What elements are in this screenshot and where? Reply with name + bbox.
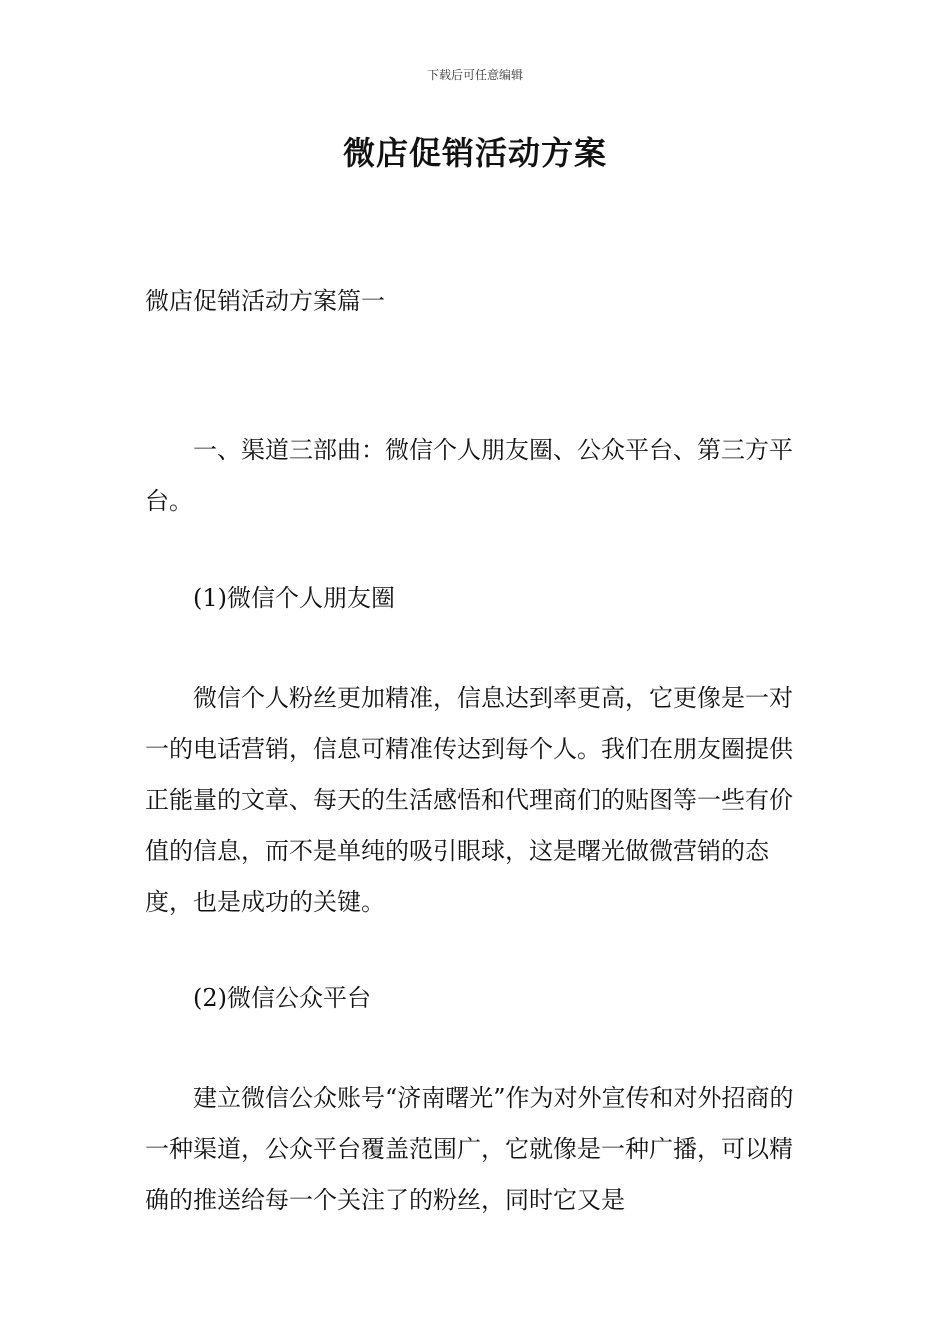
document-title: 微店促销活动方案 [342, 134, 607, 172]
paragraph-channels: 一、渠道三部曲：微信个人朋友圈、公众平台、第三方平台。 [145, 436, 793, 515]
header-note: 下载后可任意编辑 [426, 68, 523, 82]
paragraph-public-platform: 建立微信公众账号“济南曙光”作为对外宣传和对外招商的一种渠道，公众平台覆盖范围广，它就像是一种广播，可以精确的推送给每一个关注了的粉丝，同时它又是 [145, 1084, 794, 1214]
section-title: 微店促销活动方案篇一 [145, 287, 385, 315]
paragraph-personal-moments: 微信个人粉丝更加精准，信息达到率更高，它更像是一对一的电话营销，信息可精准传达到每个人。我们在朋友圈提供正能量的文章、每天的生活感悟和代理商们的贴图等一些有价值的信息，而不是单纯的吸引眼球，这是曙光做微营销的态度，也是成功的关键。 [145, 684, 793, 916]
subheading-personal-moments: (1)微信个人朋友圈 [193, 584, 395, 612]
subheading-public-platform: (2)微信公众平台 [193, 984, 371, 1012]
